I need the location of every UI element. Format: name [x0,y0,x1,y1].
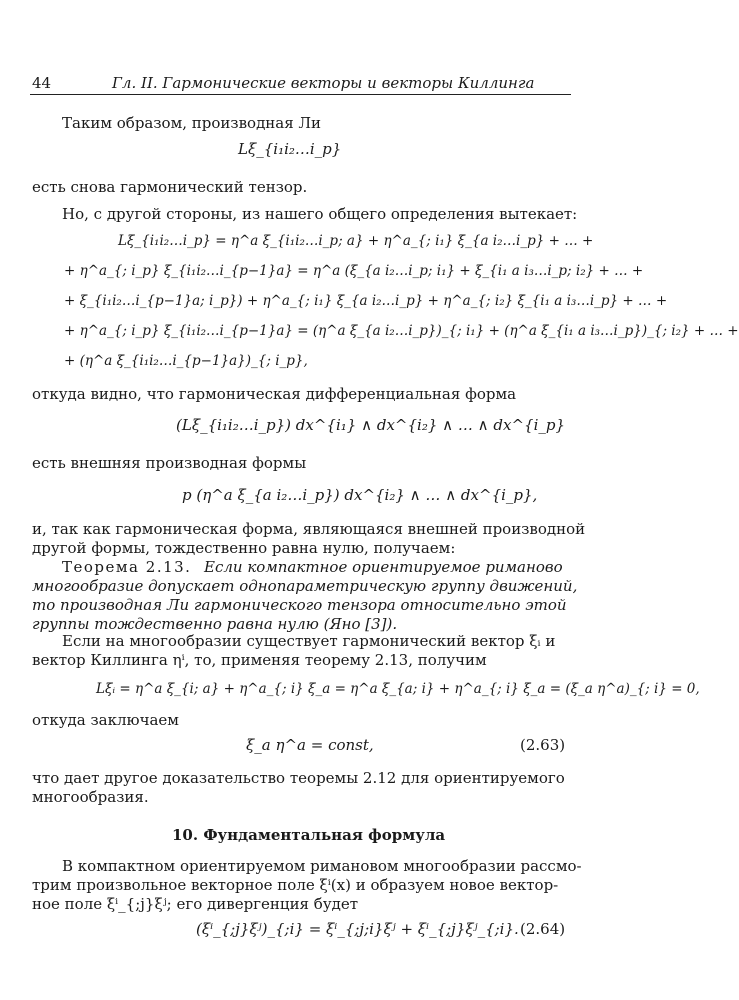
equation-number: (2.63) [520,736,566,754]
paragraph-line: откуда видно, что гармоническая дифференциальная форма [32,385,517,403]
theorem-text-line: Если компактное ориентируемое риманово [204,558,563,576]
theorem-label: Теорема 2.13. [62,558,192,576]
paragraph-line: Таким образом, производная Ли [62,114,321,132]
paragraph-line: что дает другое доказательство теоремы 2.12 для ориентируемого [32,769,565,787]
paragraph-line: вектор Киллинга ηⁱ, то, применяя теорему 2.13, получим [32,651,487,669]
theorem-text-line: группы тождественно равна нулю (Яно [3]). [32,615,398,633]
paragraph-line: многообразия. [32,788,149,806]
running-title: Гл. II. Гармонические векторы и векторы Киллинга [112,74,535,92]
theorem-text-line: многообразие допускает однопараметрическую группу движений, [32,577,578,595]
paragraph-line: трим произвольное векторное поле ξⁱ(x) и образуем новое вектор- [32,876,559,894]
paragraph-line: Если на многообразии существует гармонический вектор ξᵢ и [62,632,556,650]
equation-block-line: Lξ_{i₁i₂…i_p} = η^a ξ_{i₁i₂…i_p; a} + η^a_{; i₁} ξ_{a i₂…i_p} + … + [118,233,594,249]
equation-const: ξ_a η^a = const, [246,736,374,754]
paragraph-line: откуда заключаем [32,711,179,729]
equation-lie-derivative: Lξ_{i₁i₂…i_p} [238,140,342,158]
equation-block-line: + η^a_{; i_p} ξ_{i₁i₂…i_{p−1}a} = η^a (ξ_{a i₂…i_p; i₁} + ξ_{i₁ a i₃…i_p; i₂} + … + [64,263,644,279]
equation-block-line: + ξ_{i₁i₂…i_{p−1}a; i_p}) + η^a_{; i₁} ξ_{a i₂…i_p} + η^a_{; i₂} ξ_{i₁ a i₃…i_p} + … + [64,293,668,309]
paragraph-line: Но, с другой стороны, из нашего общего определения вытекает: [62,205,578,223]
section-heading: 10. Фундаментальная формула [172,826,446,844]
paragraph-line: и, так как гармоническая форма, являющаяся внешней производной [32,520,586,538]
equation-block-line: + (η^a ξ_{i₁i₂…i_{p−1}a})_{; i_p}, [64,353,308,369]
paragraph-line: ное поле ξⁱ_{;j}ξʲ; его дивергенция будет [32,895,359,913]
page-number: 44 [32,74,52,92]
theorem-text-line: то производная Ли гармонического тензора относительно этой [32,596,567,614]
equation-block-line: + η^a_{; i_p} ξ_{i₁i₂…i_{p−1}a} = (η^a ξ_{a i₂…i_p})_{; i₁} + (η^a ξ_{i₁ a i₃…i_p})_{; i₂} + … + [64,323,739,339]
paragraph-line: есть снова гармонический тензор. [32,178,308,196]
header-rule [30,94,571,95]
equation-divergence: (ξⁱ_{;j}ξʲ)_{;i} = ξⁱ_{;j;i}ξʲ + ξⁱ_{;j}ξʲ_{;i}. [196,920,519,938]
equation-exterior-form: p (η^a ξ_{a i₂…i_p}) dx^{i₂} ∧ … ∧ dx^{i_p}, [182,486,538,504]
paragraph-line: В компактном ориентируемом римановом многообразии рассмо- [62,857,582,875]
equation-differential-form: (Lξ_{i₁i₂…i_p}) dx^{i₁} ∧ dx^{i₂} ∧ … ∧ dx^{i_p} [176,416,566,434]
paragraph-line: другой формы, тождественно равна нулю, получаем: [32,539,456,557]
equation-killing: Lξᵢ = η^a ξ_{i; a} + η^a_{; i} ξ_a = η^a ξ_{a; i} + η^a_{; i} ξ_a = (ξ_a η^a)_{; i} = 0, [96,681,700,697]
equation-number: (2.64) [520,920,566,938]
paragraph-line: есть внешняя производная формы [32,454,307,472]
